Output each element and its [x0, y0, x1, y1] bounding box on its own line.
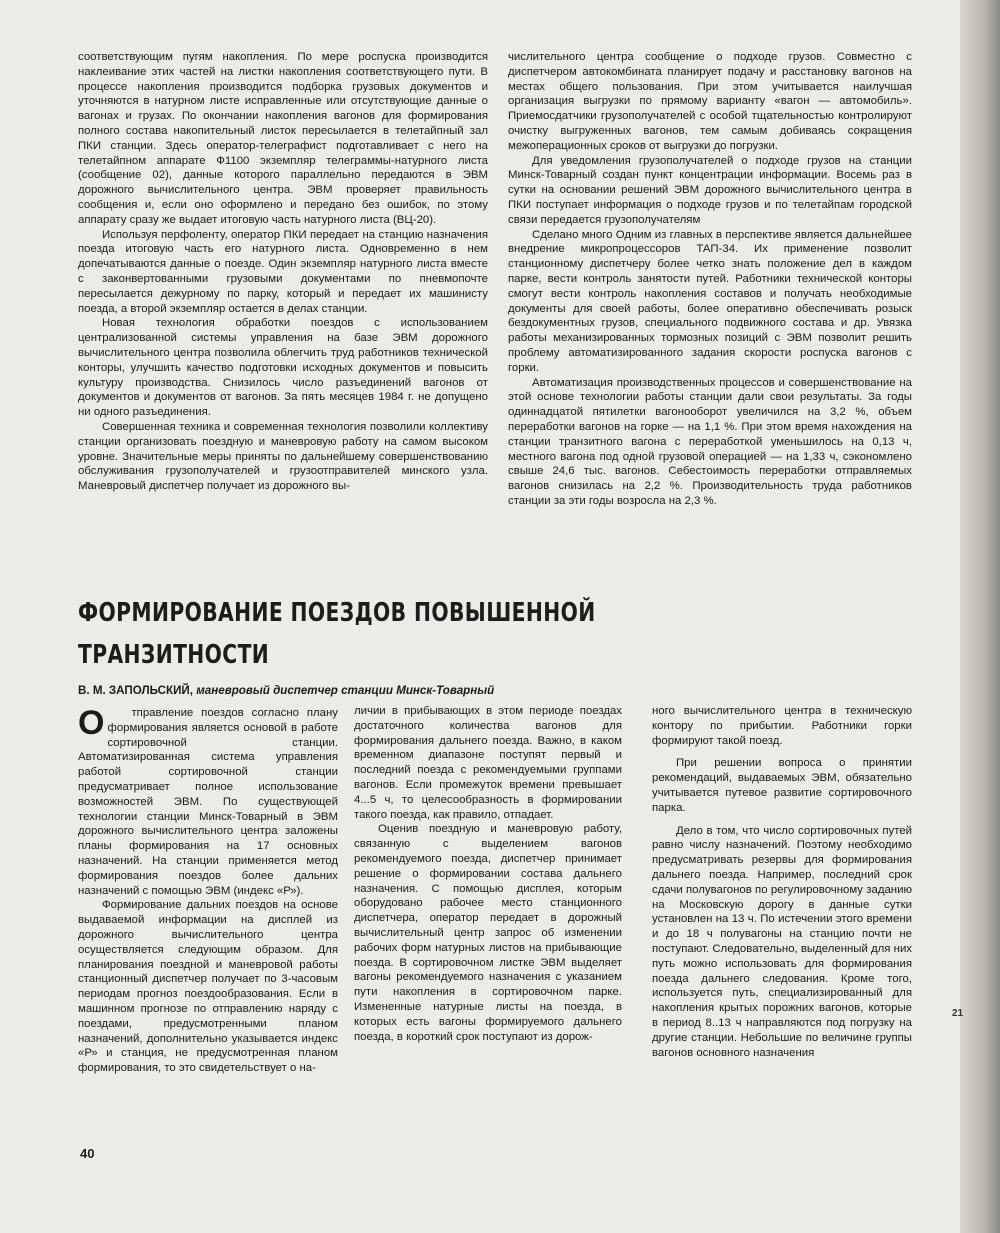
paragraph: При решении вопроса о принятии рекомендаций, выдаваемых ЭВМ, обязательно учитывается путевое развитие сортировочного парка.	[652, 757, 912, 814]
paragraph: Для уведомления грузополучателей о подходе грузов на станции Минск-Товарный создан пункт концентрации информации. Восемь раз в сутки на основании решений ЭВМ дорожного вычислительного центра в ПКИ поступает информация о подходе грузов и по телетайпам городской связи передается грузополучателям	[508, 154, 912, 226]
book-gutter	[960, 0, 1000, 1233]
author-name: В. М. ЗАПОЛЬСКИЙ,	[78, 684, 193, 697]
paragraph: Оценив поездную и маневровую работу, связанную с выделением вагонов рекомендуемого поезда, диспетчер принимает решение о формировании состава дальнего назначения. С помощью дисплея, которым оборудовано рабочее место станционного диспетчера, оператор передает в дорожный вычислительный центр запрос об изменении рабочих форм натурных листов на прибывающие поезда. В сортировочном листке ЭВМ выделяет вагоны рекомендуемого назначения с указанием пути накопления в сортировочном парке. Измененные натурные листы на поезда, в которых есть вагоны формируемого дальнего поезда, в короткий срок поступают из дорож-	[354, 823, 622, 1043]
article-column-3	[652, 704, 912, 1060]
paragraph: Дело в том, что число сортировочных путей равно числу назначений. Поэтому необходимо предусматривать резервы для формирования дальнего поезда. Например, последний срок сдачи полувагонов по регулировочному заданию на Московскую дорогу в данные сутки установлен на 13 ч. По истечении этого времени и до 18 ч полувагоны на станцию почти не поступают. Следовательно, выделенный для них путь можно использовать для формирования поезда дальнего следования. Кроме того, используется путь, специализированный для накопления крытых порожних вагонов, которые в период 8..13 ч направляются под погрузку на другие станции. Небольшие по величине группы вагонов основного назначения	[652, 824, 912, 1059]
paragraph: соответствующим пугям накопления. По мере роспуска производится наклеивание этих частей на листки накопления соответствующего пути. В процессе накопления производится подборка грузовых документов и уточняются в натурном листе исправленные или отсутствующие данные о вагонах и грузах. По окончании накопления вагонов для формирования полного состава накопительный листок пересылается в телетайпный зал ПКИ станции. Здесь оператор-телеграфист подготавливает с него на телетайпном аппарате Ф1100 экземпляр телеграммы-натурного листа (сообщение 02), данные которого параллельно передаются в ЭВМ дорожного вычислительного центра. ЭВМ проверяет правильность сообщения и, если оно оформлено и передано без ошибок, по этому аппарату сразу же выдает итоговую часть натурного листа (ВЦ-20).	[78, 51, 488, 226]
paragraph: Используя перфоленту, оператор ПКИ передает на станцию назначения поезда итоговую часть его натурного листа. Одновременно в нем допечатываются данные о поезде. Один экземпляр натурного листа вместе с законвертованными грузовыми документами по пневмопочте пересылается дежурному по парку, который и передает их машинисту поезда, а второй экземпляр остается в делах станции.	[78, 228, 488, 315]
article-column-2	[354, 704, 622, 1044]
article-column-1	[78, 706, 338, 1076]
article-title-line-2: ТРАНЗИТНОСТИ	[78, 640, 270, 670]
paragraph: Сделано много Одним из главных в перспективе является дальнейшее внедрение микропроцессоров ТАП-34. Их применение позволит станционному диспетчеру более четко знать положение дел в каждом парке, вести контроль занятости путей. Работники технической конторы смогут вести контроль накопления составов и получать необходимые документы для своей работы, более оперативно обеспечивать розыск бездокументных грузов, специального подвижного состава и др. Увязка работы механизированных тормозных позиций с ЭВМ позволит решить проблему автоматизированного задания скорости роспуска вагонов с горки.	[508, 228, 912, 374]
top-column-right	[508, 50, 912, 509]
paragraph: Совершенная техника и современная технология позволили коллективу станции организовать поездную и маневровую работу на самом высоком уровне. Значительные меры приняты по дальнейшему совершенствованию обслуживания грузополучателей и грузоотправителей минского узла. Маневровый диспетчер получает из дорожного вы-	[78, 420, 488, 493]
article-byline	[78, 684, 778, 697]
paragraph: Новая технология обработки поездов с использованием централизованной системы управления на базе ЭВМ дорожного вычислительного центра позволила облегчить труд работников технической конторы, улучшить качество подготовки исходных документов и повысить культуру производства. Снизилось число разъединений вагонов от документов и документов от вагонов. За пять месяцев 1984 г. не допущено ни одного разъединения.	[78, 317, 488, 419]
adjacent-page-mark: 21	[952, 1008, 964, 1019]
paragraph	[78, 706, 338, 898]
paragraph: числительного центра сообщение о подходе грузов. Совместно с диспетчером автокомбината планирует подачу и расстановку вагонов на местах общего пользования. При этом учитывается наилучшая организация выгрузки по прямому варианту «вагон — автомобиль». Приемосдатчики грузополучателей с особой тщательностью контролируют очистку выгруженных вагонов, тем самым добиваясь сокращения межоперационных сроков от выгрузки до погрузки.	[508, 51, 912, 152]
paragraph: ного вычислительного центра в техническую контору по прибытии. Работники горки формируют такой поезд.	[652, 705, 912, 747]
article-title-line-1: ФОРМИРОВАНИЕ ПОЕЗДОВ ПОВЫШЕННОЙ	[78, 598, 596, 628]
article-title	[78, 592, 596, 676]
drop-cap: О	[78, 704, 105, 742]
author-role: маневровый диспетчер станции Минск-Товарный	[196, 684, 495, 697]
paragraph: Формирование дальних поездов на основе выдаваемой информации на дисплей из дорожного вычислительного центра осуществляется следующим образом. Для планирования поездной и маневровой работы станционный диспетчер получает по 3-часовым периодам прогноз поездообразования. Если в машинном прогнозе по отправлению наряду с поездами, предусмотренными планом назначений, дополнительно указывается индекс «Р» и станция, не предусмотренная планом формирования, то это свидетельствует о на-	[78, 899, 338, 1075]
page-number: 40	[80, 1146, 95, 1161]
paragraph: Автоматизация производственных процессов и совершенствование на этой основе технологии работы станции дали свои результаты. За годы одиннадцатой пятилетки вагонооборот увеличился на 3,2 %, объем переработки вагонов на горке — на 1,1 %. При этом время нахождения на станции транзитного вагона с переработкой уменьшилось на 0,13 ч, местного вагона под одной грузовой операцией — на 1,33 ч, сэкономлено свыше 24,6 тыс. вагонов. Себестоимость переработки отправляемых вагонов снизилась на 2,2 %. Производительность труда работников станции за эти годы возросла на 2,3 %.	[508, 376, 912, 507]
paragraph: личии в прибывающих в этом периоде поездах достаточного количества вагонов для формирования дальнего поезда. Важно, в каком временном диапазоне поступят первый и последний поезда с рекомендуемыми группами вагонов. Если промежуток времени превышает 4...5 ч, то целесообразность в формировании такого поезда, как правило, отпадает.	[354, 705, 622, 821]
top-column-left	[78, 50, 488, 494]
paragraph-text: тправление поездов согласно плану формирования является основой в работе сортировочной станции. Автоматизированная система управления работой сортировочной станции предусматривает полное использование возможностей ЭВМ. По существующей технологии станции Минск-Товарный в ЭВМ дорожного вычислительного центра заложены планы формирования на 17 основных назначений. На станции применяется метод формирования поездов более дальних назначений с помощью ЭВМ (индекс «Р»).	[78, 707, 338, 897]
